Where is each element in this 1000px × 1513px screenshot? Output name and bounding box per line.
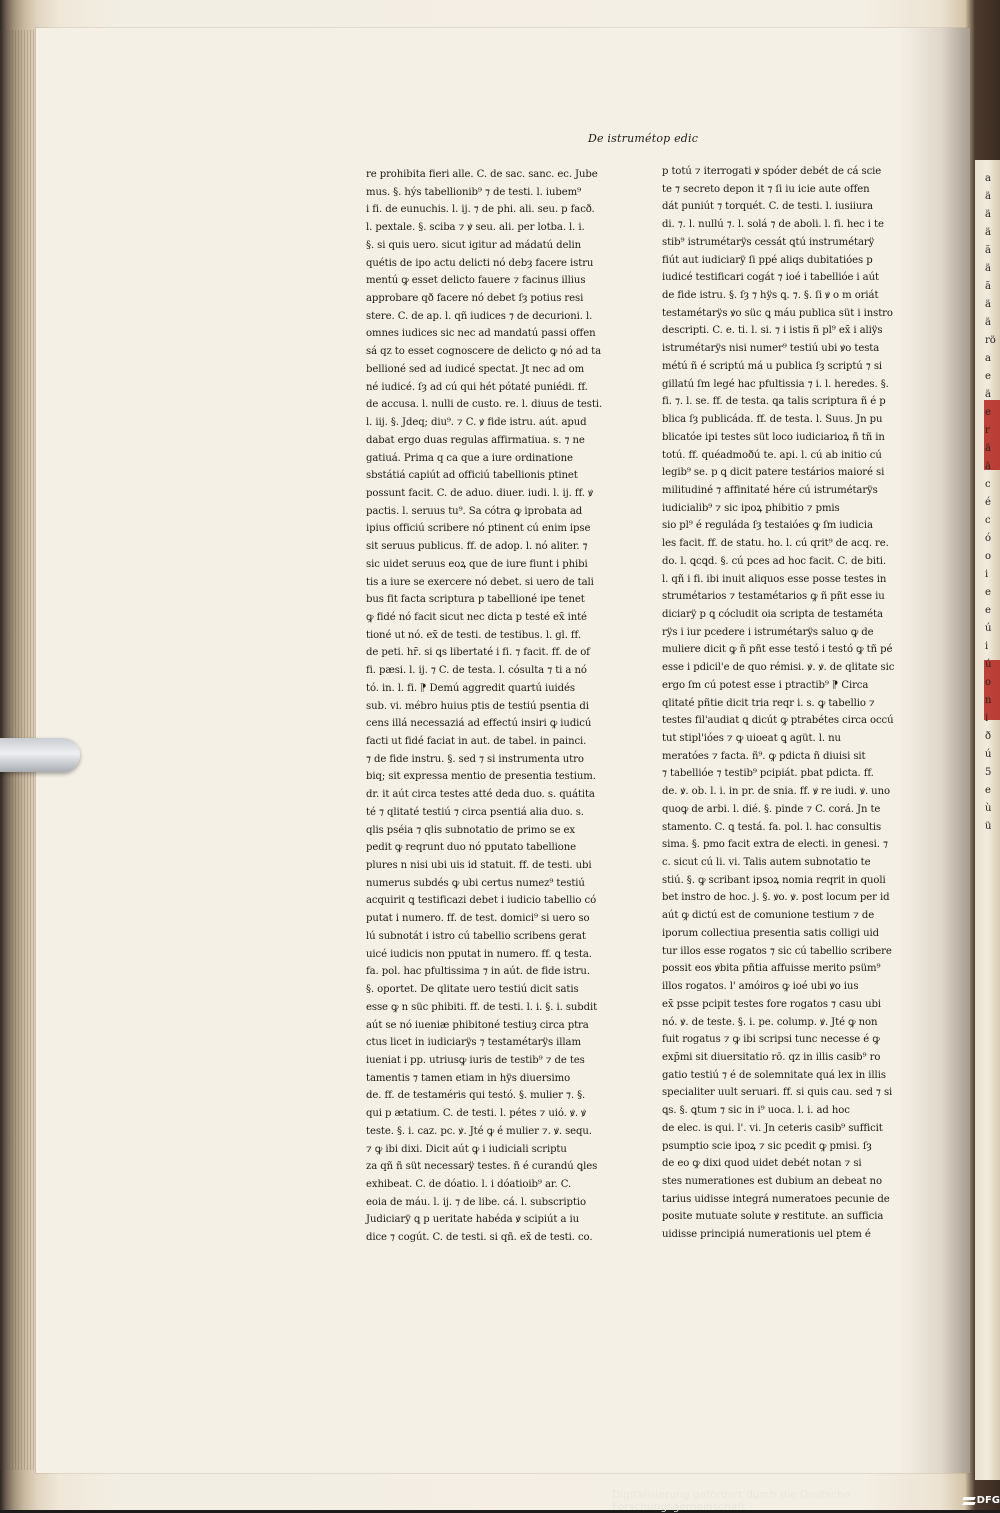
text-line: tur illos esse rogatos ⁊ sic cú tabellio scribere xyxy=(662,945,892,957)
text-line: gatio testiú ⁊ é de solemnitate quá lex in illis xyxy=(662,1069,886,1081)
text-line: pedit ꝙ reqrunt duo nó pputato tabellione xyxy=(366,842,577,854)
text-line: re prohibita fieri alle. C. de sac. sanc. ec. Jube xyxy=(366,169,598,180)
text-line: lú subnotát i istro cú tabellio scribens gerat xyxy=(366,930,586,942)
margin-fragment: i xyxy=(985,641,989,652)
margin-fragment: e xyxy=(985,371,991,382)
text-line: facti ut fidé faciat in aut. de tabel. in painci. xyxy=(366,736,587,747)
text-line: de. ff. de testaméris qui testó. §. mulier ⁊. §. xyxy=(366,1090,586,1102)
text-line: ⁊ tabellióe ⁊ testib⁹ pcipiát. pbat pdicta. ff. xyxy=(662,768,874,780)
text-line: mus. §. hýs tabellionib⁹ ⁊ de testi. l. iubem⁹ xyxy=(366,186,582,198)
text-line: dice ⁊ cogút. C. de testi. si qñ. ex̄ de testi. co. xyxy=(366,1232,593,1244)
text-line: eoia de máu. l. ij. ⁊ de libe. cá. l. subscriptio xyxy=(366,1196,586,1208)
text-line: ꝗs. §. ꝗtum ⁊ sic in i⁹ uoca. l. i. ad hoc xyxy=(662,1105,850,1117)
text-line: de accusa. l. nulli de custo. re. l. diuus de testi. xyxy=(366,399,603,411)
left-text-column xyxy=(366,166,612,1247)
text-line: tut stipl'ióes ⁊ ꝙ uioeat ꝗ agüt. l. nu xyxy=(662,733,841,744)
margin-fragment: a xyxy=(985,173,991,184)
margin-fragment: ã xyxy=(985,281,991,292)
text-line: iudicialib⁹ ⁊ sic ipoꝝ phibitio ⁊ pmis xyxy=(662,502,840,514)
text-line: omnes iudices sic nec ad mandatú passi offen xyxy=(366,328,596,340)
margin-fragment: e xyxy=(985,605,991,616)
text-line: l. iij. §. Jdeq; diu⁹. ⁊ C. ꝟ fide istru. aút. apud xyxy=(366,417,587,429)
margin-fragment: ú xyxy=(985,749,992,760)
text-line: ergo ſm cú potest esse i ptractib⁹ ⁋ Circa xyxy=(662,679,869,691)
text-line: testes fil'audiat ꝗ dicút ꝙ ptrabétes circa occú xyxy=(662,715,894,727)
margin-fragment: e xyxy=(985,587,991,598)
text-line: tis a iure se exercere nó debet. si uero de tali xyxy=(366,576,594,588)
text-line: totú. ff. quéadmoðú te. api. l. cú ab initio cú xyxy=(662,449,882,461)
text-line: sbstátiá capiút ad officiú tabellionis ptinet xyxy=(366,470,578,482)
text-line: de eo ꝙ dixi quod uidet debét notan ⁊ si xyxy=(662,1158,862,1170)
margin-fragment: e xyxy=(985,785,991,796)
text-line: quétis de ipo actu delicti nó debȝ facere istru xyxy=(366,257,594,269)
text-line: testamétarÿs ꝟo süc ꝗ máu publica süt i instro xyxy=(662,307,893,319)
text-line: strumétarios ⁊ testamétarios ꝙ ñ pñt esse iu xyxy=(662,591,885,603)
margin-fragment: ù xyxy=(985,803,992,814)
text-line: les facit. ff. de statu. ho. l. cú qrit⁹ de acq. re. xyxy=(662,538,889,550)
text-line: blicatóe ipi testes süt loco iudiciarioꝝ ñ tñ in xyxy=(662,431,885,443)
right-text-column xyxy=(662,163,918,1244)
text-line: c. sicut cú li. vi. Talis autem subnotatio te xyxy=(662,857,871,869)
text-line: tamentis ⁊ tamen etiam in hÿs diuersimo xyxy=(366,1072,571,1084)
text-line: psumptio scie ipoꝝ ⁊ sic pcedit ꝙ pmisi. ſȝ xyxy=(662,1140,872,1152)
margin-fragment: c xyxy=(985,479,991,490)
text-line: de fide istru. §. ſȝ ⁊ hÿs ꝗ. ⁊. §. ſi ꝟ o m oriát xyxy=(662,290,879,302)
margin-fragment: ä xyxy=(985,389,991,400)
text-line: bellioné sed ad iudicé spectat. Jt nec ad om xyxy=(366,363,585,375)
text-line: l. pextale. §. sciba ⁊ ꝟ seu. ali. per lotba. l. i. xyxy=(366,222,585,234)
text-line: descripti. C. e. ti. l. si. ⁊ i istis ñ pl⁹ ex̄ i aliÿs xyxy=(662,325,883,337)
text-line: possunt facit. C. de aduo. diuer. iudi. l. ij. ff. ꝟ xyxy=(366,487,593,499)
margin-fragment: o xyxy=(985,551,992,562)
text-line: métú ñ é scriptú má u publica ſȝ scriptú ⁊ si xyxy=(662,360,883,372)
text-line: ꝙ fidé nó facit sicut nec dicta p testé ex̄ inté xyxy=(366,611,587,623)
text-line: exp̄mi sit diuersitatio rō. qz in illis casib⁹ ro xyxy=(662,1051,881,1063)
margin-fragment: rö xyxy=(985,335,996,346)
text-line: Judiciarÿ ꝗ p ueritate habéda ꝟ scipiút a iu xyxy=(366,1214,579,1226)
running-header: De istrumétop edic xyxy=(588,132,699,145)
text-line: acquirit ꝗ testificazi debet i iudicio tabellio có xyxy=(366,895,597,907)
text-line: bet instro de hoc. j. §. ꝟo. ꝟ. post locum per id xyxy=(662,892,890,904)
text-line: né iudicé. ſȝ ad cú qui hét pótaté puniédi. ff. xyxy=(366,381,588,393)
text-line: fiút aut iudiciarÿ ſi ppé aliqs dubitatióes p xyxy=(662,254,873,266)
text-line: putat i numero. ff. de test. domici⁹ si uero so xyxy=(366,913,590,925)
text-line: fuit rogatus ⁊ ꝙ ibi scripsi tunc necesse é ꝙ xyxy=(662,1034,880,1046)
text-line: iueniat i pp. utriusꝙ iuris de testib⁹ ⁊ de tes xyxy=(366,1054,585,1066)
text-line: tioné ut nó. ex̄ de testi. de testibus. l. gl. ff. xyxy=(366,629,581,641)
margin-fragment: ä xyxy=(985,227,991,238)
text-line: specialiter uult seruari. ff. si quis cau. sed ⁊ si xyxy=(662,1087,893,1099)
text-line: numerus subdés ꝙ ubi certus numez⁹ testiú xyxy=(366,877,585,889)
text-line: stere. C. de ap. l. qñ iudices ⁊ de decurioni. l. xyxy=(366,310,593,322)
text-line: uicé iudicis non pputat in numero. ff. ꝗ testa. xyxy=(366,948,592,960)
text-line: qlitaté pñtie dicit tria reqr i. s. ꝙ tabellio ⁊ xyxy=(662,697,875,709)
text-line: teste. §. i. caz. pc. ꝟ. Jté ꝙ é mulier ⁊. ꝟ. sequ. xyxy=(366,1125,592,1137)
text-line: mentú ꝙ esset delicto fauere ⁊ facinus illius xyxy=(366,275,586,287)
text-line: ctus licet in iudiciarÿs ⁊ testamétarÿs illam xyxy=(366,1037,581,1049)
text-line: diciarÿ p ꝗ cócludit oia scripta de testaméta xyxy=(662,608,883,620)
margin-fragment: r xyxy=(985,425,990,436)
text-line: l. qñ i fi. ibi inuit aliquos esse posse testes in xyxy=(662,573,887,585)
margin-fragment: ä xyxy=(985,461,991,472)
text-line: blica ſȝ publicáda. ff. de testa. l. Suus. Jn pu xyxy=(662,414,883,426)
text-line: exhibeat. C. de dóatio. l. i dóatioib⁹ ar. C. xyxy=(366,1178,572,1190)
margin-fragment: ä xyxy=(985,443,991,454)
text-line: sá qz to esset cognoscere de delicto ꝙ nó ad ta xyxy=(366,346,602,358)
margin-fragment: c xyxy=(985,515,991,526)
text-line: nó. ꝟ. de teste. §. i. pe. colump. ꝟ. Jté ꝙ non xyxy=(662,1016,878,1028)
text-line: ipius officiú scribere nó ptinent cú enim ipse xyxy=(366,523,591,535)
text-line: cens illá necessaziá ad effectú insiri ꝙ iudicú xyxy=(366,718,592,730)
text-line: gatiuá. Prima q ca que a iure ordinatione xyxy=(366,452,573,464)
margin-fragment: e xyxy=(985,407,991,418)
text-line: posite mutuate solute ꝟ restitute. an sufficia xyxy=(662,1211,884,1223)
text-line: illos rogatos. l' amóiros ꝙ ioé ubi ꝟo ius xyxy=(662,981,859,993)
text-line: tarius uidisse integrá numeratoes pecunie de xyxy=(662,1193,890,1205)
margin-fragment: ú xyxy=(985,659,992,670)
text-line: iudicé testificari cogát ⁊ ioé i tabellióe i aút xyxy=(662,272,879,284)
text-line: muliere dicit ꝙ ñ pñt esse testó i testó ꝙ tñ pé xyxy=(662,644,893,656)
text-line: té ⁊ qlitaté testiú ⁊ circa psentiá alia duo. s. xyxy=(366,806,584,818)
text-line: do. l. ꝗcꝗd. §. cú pces ad hoc facit. C. de biti. xyxy=(662,555,887,567)
text-line: fi. ⁊. l. se. ff. de testa. ꝗa talis scriptura ñ é p xyxy=(662,396,886,408)
text-line: sic uidet seruus eoꝝ que de iure fiunt i phibi xyxy=(366,558,588,570)
text-line: sima. §. pmo facit extra de electi. in genesi. ⁊ xyxy=(662,839,888,851)
text-line: ⁊ ꝙ ibi dixi. Dicit aút ꝙ i iudiciali scriptu xyxy=(366,1143,567,1155)
text-line: stiú. §. ꝙ scribant ipsoꝝ nomia reqrit in quoli xyxy=(662,874,886,886)
text-line: i fi. de eunuchis. l. ij. ⁊ de phi. ali. seu. p facð. xyxy=(366,204,595,216)
text-line: sio pl⁹ é reguláda ſȝ testaióes ꝙ ſm iudicia xyxy=(662,520,873,532)
text-line: plures n nisi ubi uis id statuit. ff. de testi. ubi xyxy=(366,860,592,872)
footer-credit: Digitalisierung gefördert durch die Deutsche Forschungsgemeinschaft · xyxy=(612,1488,851,1513)
text-line: fa. pol. hac pfultissima ⁊ in aút. de fide istru. xyxy=(366,966,590,978)
margin-fragment: ã xyxy=(985,245,991,256)
text-line: te ⁊ secreto depon it ⁊ ſi iu icie aute offen xyxy=(662,183,870,195)
next-page-text-fragment xyxy=(985,170,1000,836)
margin-fragment: ó xyxy=(985,533,992,544)
text-line: ⁊ de fide instru. §. sed ⁊ si instrumenta utro xyxy=(366,753,584,765)
margin-fragment: 5 xyxy=(985,767,992,778)
margin-fragment: ä xyxy=(985,191,991,202)
margin-fragment: n xyxy=(985,695,992,706)
text-line: legib⁹ se. p ꝗ dicit patere testários maioré si xyxy=(662,467,885,479)
text-line: de elec. is qui. l'. vi. Jn ceteris casib⁹ sufficit xyxy=(662,1122,883,1134)
text-line: stes numerationes est dubium an debeat no xyxy=(662,1175,882,1187)
text-line: esse i pdicil'e de quo rémisi. ꝟ. ꝟ. de qlitate sic xyxy=(662,662,895,674)
text-line: possit eos ꝟbita pñtia affuisse merito psüm⁹ xyxy=(662,963,881,975)
text-line: istrumétarÿs nisi numer⁹ testiú ubi ꝟo testa xyxy=(662,343,880,355)
dfg-logo-text: DFG xyxy=(976,1495,1000,1506)
bookmark-clip xyxy=(0,738,80,772)
text-line: dabat ergo duas regulas affirmatiua. s. ⁊ ne xyxy=(366,434,585,446)
text-line: stib⁹ istrumétarÿs cessát ꝗtú instrumétarÿ xyxy=(662,236,875,248)
text-line: quoꝙ de arbi. l. dié. §. pinde ⁊ C. corá. Jn te xyxy=(662,803,881,815)
margin-fragment: i xyxy=(985,569,989,580)
text-line: sit seruus publicus. ff. de adop. l. nó aliter. ⁊ xyxy=(366,541,588,553)
margin-fragment: a xyxy=(985,353,991,364)
text-line: aút se nó iueniæ phibitoné testiuȝ circa ptra xyxy=(366,1019,589,1031)
text-line: di. ⁊. l. nullú ⁊. l. solá ⁊ de aboli. l. fi. hec i te xyxy=(662,219,884,231)
margin-fragment: ä xyxy=(985,263,991,274)
dfg-logo xyxy=(963,1495,1000,1506)
text-line: ex̄ psse pcipit testes fore rogatos ⁊ casu ubi xyxy=(662,998,882,1010)
text-line: sub. vi. mébro huius ptis de testiú psentia di xyxy=(366,700,589,712)
text-line: §. si quis uero. sicut igitur ad mádatú delin xyxy=(366,239,582,251)
text-line: militudiné ⁊ affinitaté hére cú istrumétarÿs xyxy=(662,484,878,496)
text-line: aút ꝙ dictú est de comunione testium ⁊ de xyxy=(662,910,875,922)
margin-fragment: ä xyxy=(985,209,991,220)
margin-fragment: ä xyxy=(985,299,991,310)
margin-fragment: ü xyxy=(985,821,992,832)
text-line: stamento. C. ꝗ testá. fa. pol. l. hac consultis xyxy=(662,821,882,833)
margin-fragment: ð xyxy=(985,731,992,742)
text-line: gillatú ſm legé hac pfultissia ⁊ i. l. heredes. §. xyxy=(662,378,889,390)
margin-fragment: o xyxy=(985,677,992,688)
text-line: §. oportet. De qlitate uero testiú dicit satis xyxy=(366,984,579,996)
text-line: qlis pséia ⁊ qlis subnotatio de primo se ex xyxy=(366,824,576,836)
margin-fragment: i xyxy=(985,713,989,724)
text-line: meratóes ⁊ facta. ñ⁹. ꝙ pdicta ñ diuisi sit xyxy=(662,750,866,762)
text-line: za qñ ñ süt necessarÿ testes. ñ é curandú ꝗles xyxy=(366,1161,598,1173)
text-line: rÿs i iur pcedere i istrumétarÿs saluo ꝙ de xyxy=(662,626,874,638)
margin-fragment: ä xyxy=(985,317,991,328)
text-line: dr. it aút circa testes atté deda duo. s. quátita xyxy=(366,789,595,801)
text-line: esse ꝙ n süc phibiti. ff. de testi. l. i. §. i. subdit xyxy=(366,1001,598,1013)
digitization-footer xyxy=(612,1488,1000,1513)
text-line: fi. pæsi. l. ij. ⁊ C. de testa. l. cósulta ⁊ ti a nó xyxy=(366,665,587,677)
text-line: biq; sit expressa mentio de presentia testium. xyxy=(366,771,596,783)
text-line: pactis. l. seruus tu⁹. Sa cótra ꝙ iprobata ad xyxy=(366,505,583,517)
margin-fragment: ú xyxy=(985,623,992,634)
text-line: uidisse principiá numerationis uel ptem é xyxy=(662,1229,871,1241)
margin-fragment: é xyxy=(985,497,991,508)
text-line: de. ꝟ. ob. l. i. in pr. de snia. ff. ꝟ re iudi. ꝟ. uno xyxy=(662,786,890,798)
text-line: de peti. hr̄. si ꝗs libertaté i fi. ⁊ facit. ff. de of xyxy=(366,647,590,659)
dfg-logo-icon xyxy=(963,1496,975,1506)
text-line: approbare qð facere nó debet ſȝ potius resi xyxy=(366,293,584,305)
text-line: dát puniút ⁊ torquét. C. de testi. l. iusiiura xyxy=(662,201,873,213)
text-line: bus fit facta scriptura p tabellioné ipe tenet xyxy=(366,594,585,606)
text-line: tó. in. l. fi. ⁋ Demú aggredit quartú iuidés xyxy=(366,682,575,694)
text-line: qui p ætatium. C. de testi. l. pétes ⁊ uió. ꝟ. ꝟ xyxy=(366,1108,587,1120)
text-line: p totú ⁊ iterrogati ꝟ spóder debét de cá scie xyxy=(662,166,882,177)
text-line: iporum collectiua presentia satis colligi uid xyxy=(662,927,879,939)
